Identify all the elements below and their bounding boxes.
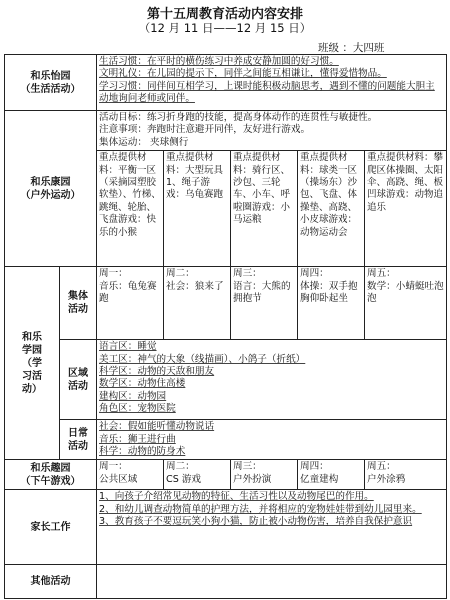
date-range: （12 月 11 日——12 月 15 日）: [138, 21, 312, 35]
outdoor-label-sub: （户外运动）: [20, 189, 81, 201]
games-row: [5, 460, 447, 490]
group-day-text: 社会：狼来了: [166, 280, 224, 292]
outdoor-goal: 活动目标：练习折身跑的技能，提高身体动作的连贯性与敏捷性。: [99, 112, 378, 123]
day-label: 周三：: [233, 461, 262, 473]
other-label: 其他活动: [5, 565, 97, 599]
games-label-sub: （下午游戏）: [20, 475, 81, 487]
learning-label-3: （学: [22, 357, 42, 369]
class-label: 班级 ：大四班: [318, 42, 385, 54]
games-label-title: 和乐趣园: [30, 462, 71, 474]
group-day-1: [97, 267, 164, 340]
daily-science: 科学：动物的防身术: [99, 446, 186, 458]
area-label-1: 区域: [68, 367, 88, 379]
group-day-4: [298, 267, 365, 340]
parents-row: [5, 490, 447, 565]
life-study: 学习习惯：同伴间互相学习，上课时能积极动脑思考，遇到不懂的问题能大胆主动地询问老师或同伴。: [99, 80, 435, 105]
game-day-4: [298, 460, 365, 490]
day-label: 周四：: [300, 461, 329, 473]
group-day-2: [164, 267, 231, 340]
game-day-text: 亿童建构: [300, 473, 339, 485]
game-day-5: [365, 460, 447, 490]
area-content: [97, 340, 447, 420]
life-label: [5, 55, 97, 111]
daily-content: [97, 420, 447, 460]
learning-label-4: 习活: [22, 370, 42, 382]
game-day-2: [164, 460, 231, 490]
day-label: 周四：: [300, 268, 329, 280]
outdoor-general: [97, 111, 447, 151]
outdoor-day-2: 重点提供材料：大型玩具 1、绳子游戏：乌龟赛跑: [164, 151, 231, 267]
life-content: [97, 55, 447, 111]
area-construction: 建构区：动物园: [99, 390, 167, 402]
game-day-text: 户外扮演: [233, 473, 272, 485]
page-title: 第十五周教育活动内容安排: [146, 7, 303, 22]
life-label-title: 和乐怡园: [30, 70, 71, 82]
day-label: 周二：: [166, 461, 195, 473]
group-day-5: [365, 267, 447, 340]
learning-label-5: 动）: [22, 383, 42, 395]
group-day-text: 音乐：龟兔赛跑: [99, 280, 157, 305]
group-day-text: 语言：大熊的拥抱节: [233, 280, 291, 305]
life-label-sub: （生活活动）: [20, 83, 81, 95]
life-row: [5, 55, 447, 111]
outdoor-day-1: 重点提供材料：平衡一区（采摘园塑胶软垫）、竹梯、跳绳、轮胎、飞盘游戏：快乐的小猴: [97, 151, 164, 267]
group-label-1: 集体: [68, 291, 88, 303]
outdoor-label-title: 和乐康园: [30, 176, 71, 188]
game-day-1: [97, 460, 164, 490]
area-science: 科学区：动物的天敌和朋友: [99, 366, 215, 378]
game-day-text: 公共区域: [99, 473, 138, 485]
parents-content: [97, 490, 447, 565]
group-activity-label: [60, 267, 97, 340]
day-label: 周一：: [99, 461, 128, 473]
daily-activity-label: [60, 420, 97, 460]
area-activity-row: [5, 340, 447, 420]
game-day-3: [231, 460, 298, 490]
area-activity-label: [60, 340, 97, 420]
group-day-text: 体操：双手抱胸仰卧起坐: [300, 280, 358, 305]
parents-item-3: 3、教育孩子不要逗玩笑小狗小猫，防止被小动物伤害，培养自我保护意识: [99, 516, 413, 528]
other-content: [97, 565, 447, 599]
learning-label-2: 学园: [22, 344, 42, 356]
daily-label-2: 活动: [68, 440, 88, 452]
area-math: 数学区：动物住高楼: [99, 378, 186, 390]
outdoor-day-3: 重点提供材料：骑行区、沙包、三轮车、小车、呼啦圈游戏：小马运粮: [231, 151, 298, 267]
day-label: 周五：: [367, 461, 396, 473]
outdoor-group: 集体运动： 夹球侧行: [99, 136, 189, 148]
parents-item-1: 1、向孩子介绍常见动物的特征、生活习性以及动物尾巴的作用。: [99, 491, 374, 503]
day-label: 周三：: [233, 268, 262, 280]
day-label: 周一：: [99, 268, 128, 280]
schedule-table: [4, 54, 447, 599]
outdoor-notice: 注意事项：奔跑时注意避开同伴，友好进行游戏。: [99, 124, 311, 136]
learning-label-1: 和乐: [22, 331, 42, 343]
outdoor-label: [5, 111, 97, 267]
game-day-text: 户外涂鸦: [367, 473, 406, 485]
daily-social: 社会：假如能听懂动物说话: [99, 421, 215, 433]
games-label: [5, 460, 97, 490]
parents-label: 家长工作: [5, 490, 97, 565]
group-day-text: 数学：小蜻蜓吐泡泡: [367, 280, 444, 305]
other-row: [5, 565, 447, 599]
game-day-text: CS 游戏: [166, 473, 202, 485]
life-habit: 生活习惯：在平时的横伤练习中养成安静加圆的好习惯。: [99, 56, 339, 67]
parents-item-2: 2、和幼儿调查动物简单的护理方法，并将相应的宠物娃娃带到幼儿园里来。: [99, 503, 422, 515]
group-activity-row: [5, 267, 447, 340]
group-label-2: 活动: [68, 304, 88, 316]
area-art: 美工区：神气的大象（线描画）、小鸽子（折纸）: [99, 353, 306, 365]
daily-label-1: 日常: [68, 427, 88, 439]
daily-music: 音乐：狮王进行曲: [99, 433, 176, 445]
learning-label: [5, 267, 60, 460]
area-role: 角色区：宠物医院: [99, 403, 176, 415]
daily-activity-row: [5, 420, 447, 460]
group-day-3: [231, 267, 298, 340]
day-label: 周二：: [166, 268, 195, 280]
outdoor-day-5: 重点提供材料：攀爬区体操圈、太阳伞、高跷、绳、板凹球游戏：动物追追乐: [365, 151, 447, 267]
outdoor-day-4: 重点提供材料：球类一区（操场东）沙包、飞盘、体操垫、高跷、小皮球游戏：动物运动会: [298, 151, 365, 267]
day-label: 周五：: [367, 268, 396, 280]
outdoor-row: [5, 111, 447, 151]
area-language: 语言区：睡觉: [99, 341, 157, 353]
life-etiquette: 文明礼仪：在儿园的提示下，同伴之间能互相谦让，懂得爱惜物品。: [99, 68, 387, 80]
area-label-2: 活动: [68, 380, 88, 392]
